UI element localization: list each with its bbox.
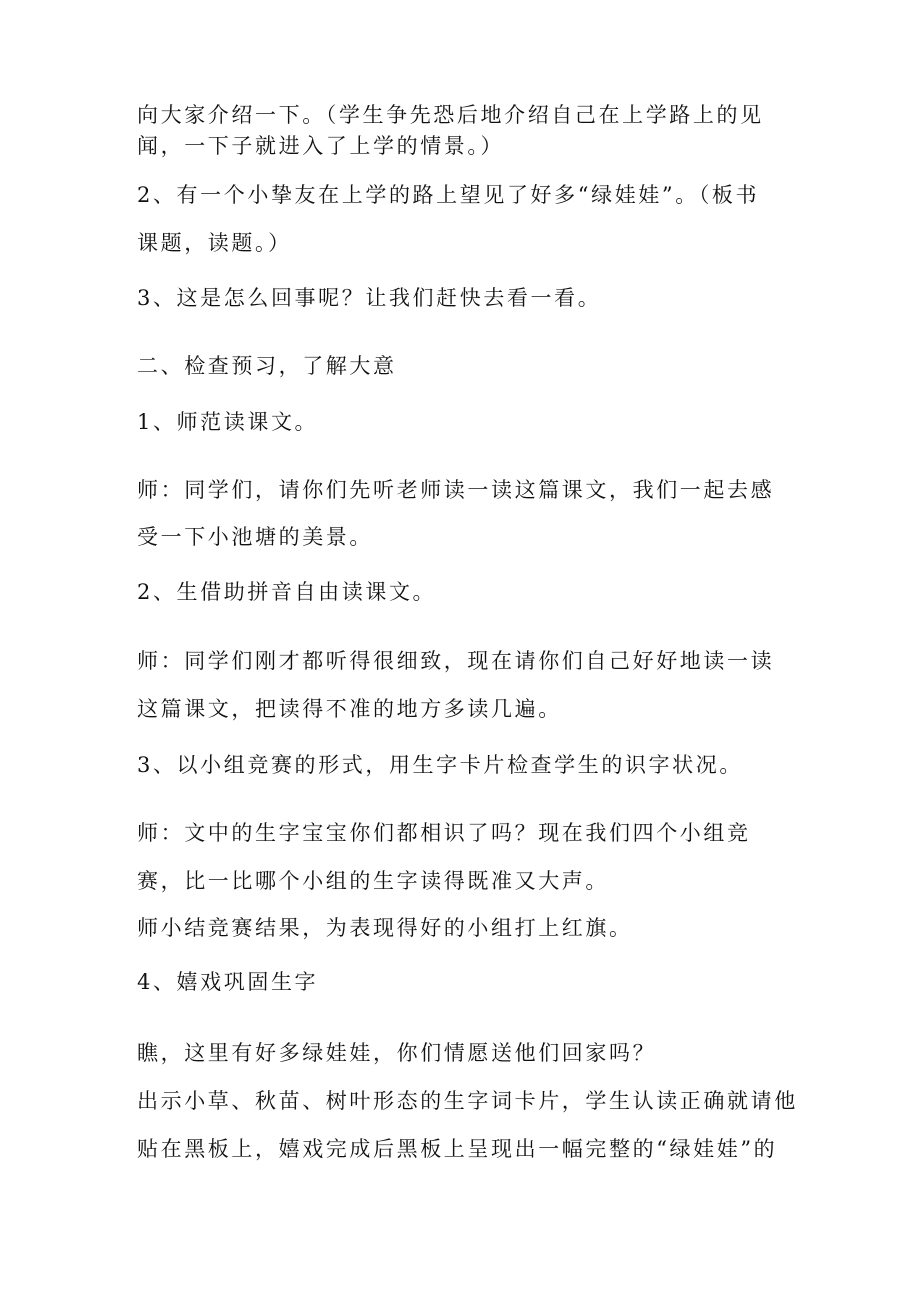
- text-line: 闻，一下子就进入了上学的情景。）: [137, 134, 505, 158]
- section-heading: 二、检查预习，了解大意: [137, 354, 397, 378]
- text-line: 受一下小池塘的美景。: [137, 525, 373, 549]
- text-line: 向大家介绍一下。（学生争先恐后地介绍自己在上学路上的见: [137, 103, 764, 127]
- text-line: 这篇课文，把读得不准的地方多读几遍。: [137, 697, 562, 721]
- text-line: 师小结竞赛结果，为表现得好的小组打上红旗。: [137, 916, 633, 940]
- text-line: 贴在黑板上，嬉戏完成后黑板上呈现出一幅完整的“绿娃娃”的: [137, 1137, 778, 1161]
- text-line: 4、嬉戏巩固生字: [137, 970, 319, 994]
- text-line: 3、以小组竞赛的形式，用生字卡片检查学生的识字状况。: [137, 753, 743, 777]
- text-line: 出示小草、秋苗、树叶形态的生字词卡片，学生认读正确就请他: [137, 1089, 798, 1113]
- text-line: 瞧，这里有好多绿娃娃，你们情愿送他们回家吗？: [137, 1041, 657, 1065]
- text-line: 2、有一个小挚友在上学的路上望见了好多“绿娃娃”。（板书: [137, 183, 760, 207]
- text-line: 师：文中的生字宝宝你们都相识了吗？现在我们四个小组竞: [137, 821, 751, 845]
- text-line: 2、生借助拼音自由读课文。: [137, 580, 437, 604]
- text-line: 3、这是怎么回事呢？让我们赶快去看一看。: [137, 286, 602, 310]
- text-line: 课题，读题。）: [137, 231, 292, 255]
- text-line: 1、师范读课文。: [137, 410, 319, 434]
- text-line: 师：同学们刚才都听得很细致，现在请你们自己好好地读一读: [137, 649, 775, 673]
- text-line: 师：同学们，请你们先听老师读一读这篇课文，我们一起去感: [137, 478, 775, 502]
- text-line: 赛，比一比哪个小组的生字读得既准又大声。: [137, 869, 609, 893]
